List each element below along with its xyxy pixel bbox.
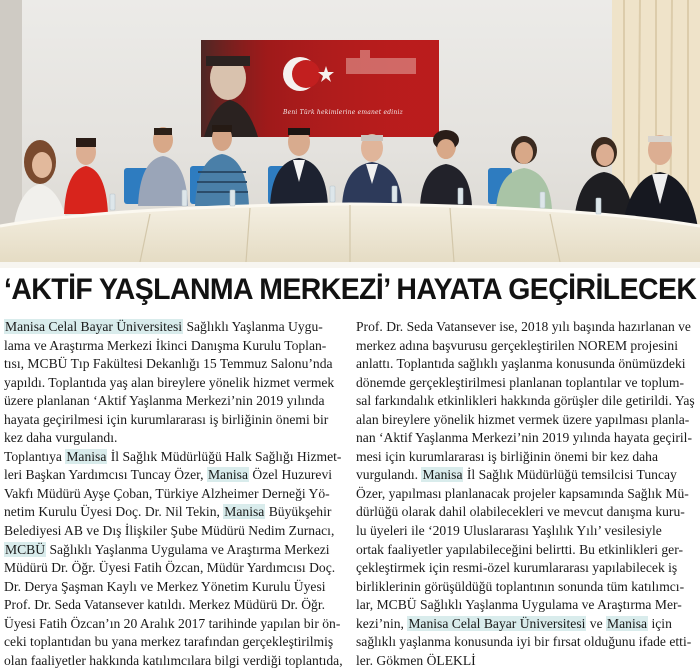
article-line <box>4 578 344 597</box>
article-text: alan bireylere yönelik hizmet vermek üzere yapılması planla- <box>356 411 690 427</box>
article-line <box>356 615 696 634</box>
article-text: Üyesi Fatih Özcan’ın 20 Aralık 2017 tarihinde yapılan bir ön- <box>4 615 341 631</box>
article-line <box>4 541 344 560</box>
article-text: sal farkındalık etkinlikleri hakkında görüşler dile getirildi. Yaş <box>356 393 695 409</box>
article-line <box>4 411 344 430</box>
article-line <box>356 448 696 467</box>
article-text: leri Başkan Yardımcısı Tuncay Özer, <box>4 467 207 483</box>
article-line <box>4 633 344 652</box>
article-text: için <box>648 615 672 631</box>
highlighted-term: Manisa Celal Bayar Üniversitesi <box>408 615 586 631</box>
meeting-photo-illustration <box>0 0 700 268</box>
highlighted-term: Manisa <box>607 615 648 631</box>
article-text: ler. Gökmen ÖLEKLİ <box>356 652 476 668</box>
article-line <box>4 374 344 393</box>
article-line <box>4 466 344 485</box>
article-line <box>4 615 344 634</box>
article-text: Toplantıya <box>4 448 66 464</box>
article-text: birliklerinin görüşüldüğü toplantının sonunda tüm katılımcı- <box>356 578 685 594</box>
article-text: hayata geçirilmesi için kurumlararası iş birliğinin önemi bir <box>4 411 329 427</box>
article-text: Özel Huzurevi <box>249 467 333 483</box>
article-line <box>4 522 344 541</box>
article-text: dönemde gerçekleştirilmesi planlanan toplantılar ve toplum- <box>356 374 685 390</box>
article-column-left <box>4 318 344 670</box>
article-line <box>356 485 696 504</box>
article-line <box>356 541 696 560</box>
article-line <box>356 503 696 522</box>
article-text: mesi için kurumlararası iş birliğinin önemi bir kez daha <box>356 448 659 464</box>
headline: ‘AKTİF YAŞLANMA MERKEZİ’ HAYATA GEÇİRİLECEK <box>4 273 697 306</box>
article-text: ortak faaliyetler yapılabileceğini belirtti. Bu etkinlikleri ger- <box>356 541 683 557</box>
article-text: İl Sağlık Müdürlüğü Halk Sağlığı Hizmet- <box>107 448 342 464</box>
article-line <box>356 652 696 670</box>
article-line <box>356 411 696 430</box>
article-text: Özer, yapılması planlanacak projeler kapsamında Sağlık Mü- <box>356 485 689 501</box>
article-text: lar, MCBÜ Sağlıklı Yaşlanma Uygulama ve Araştırma Mer- <box>356 597 682 613</box>
article-line <box>356 522 696 541</box>
article-line <box>356 355 696 374</box>
article-line <box>356 374 696 393</box>
article-line <box>356 318 696 337</box>
article-text: netim Kurulu Üyesi Doç. Dr. Nil Tekin, <box>4 504 224 520</box>
article-line <box>4 503 344 522</box>
article-line <box>356 578 696 597</box>
article-line <box>356 466 696 485</box>
article-line <box>356 429 696 448</box>
article-line <box>4 318 344 337</box>
article-column-right <box>356 318 696 670</box>
highlighted-term: Manisa <box>422 467 463 483</box>
article-line <box>4 355 344 374</box>
article-text: tısı, MCBÜ Tıp Fakültesi Dekanlığı 15 Temmuz Salonu’nda <box>4 356 333 372</box>
article-line <box>356 559 696 578</box>
article-text: olan faaliyetler hakkında katılımcılara bilgi verdiği toplantıda, <box>4 652 343 668</box>
article-text: kezi’nin, <box>356 615 408 631</box>
highlighted-term: Manisa <box>207 467 248 483</box>
article-text: Sağlıklı Yaşlanma Uygulama ve Araştırma Merkezi <box>46 541 330 557</box>
article-text: sağlıklı yaşlanma konusunda iyi bir fırsat olduğunu ifade etti- <box>356 634 692 650</box>
article-text: Prof. Dr. Seda Vatansever ise, 2018 yılı başında hazırlanan ve <box>356 319 691 334</box>
article-text: lu üyeleri ile ‘2019 Uluslararası Yaşlılık Yılı’ vesilesiyle <box>356 523 662 539</box>
article-text: Vakfı Müdürü Ayşe Çoban, Türkiye Alzheimer Derneği Yö- <box>4 485 330 501</box>
article-line <box>4 596 344 615</box>
article-text: kez daha vurgulandı. <box>4 430 118 446</box>
article-text: İl Sağlık Müdürlüğü temsilcisi Tuncay <box>463 467 677 483</box>
article-text: Belediyesi AB ve Dış İlişkiler Şube Müdürü Nedim Zurnacı, <box>4 523 335 539</box>
article-text: nan ‘Aktif Yaşlanma Merkezi’nin 2019 yılında hayata geçiril- <box>356 430 692 446</box>
article-text: Sağlıklı Yaşlanma Uygu- <box>183 319 323 334</box>
article-text: Dr. Derya Şaşman Kaylı ve Merkez Yönetim Kurulu Üyesi <box>4 578 326 594</box>
article-text: ceki toplantıdan bu yana merkez tarafından gerçekleştirilmiş <box>4 634 334 650</box>
article-text: Müdürü Dr. Öğr. Üyesi Fatih Özcan, Müdür Yardımcısı Doç. <box>4 560 336 576</box>
article-line <box>4 448 344 467</box>
article-text: ve <box>586 615 607 631</box>
article-line <box>356 633 696 652</box>
banner-text: Beni Türk hekimlerine emanet ediniz <box>283 109 403 116</box>
article-line <box>4 392 344 411</box>
article-text: çekleştirmek için resmi-özel kurumlararası yapılabilecek iş <box>356 560 678 576</box>
article-line <box>4 337 344 356</box>
highlighted-term: Manisa <box>66 448 107 464</box>
article-text: yapıldı. Toplantıda yaş alan bireylere yönelik hizmet vermek <box>4 374 335 390</box>
highlighted-term: MCBÜ <box>5 541 46 557</box>
article-text: üzere planlanan ‘Aktif Yaşlanma Merkezi’nin 2019 yılında <box>4 393 325 409</box>
article-text: anlattı. Toplantıda sağlıklı yaşlanma konusunda önümüzdeki <box>356 356 686 372</box>
highlighted-term: Manisa <box>224 504 265 520</box>
article-text: Prof. Dr. Seda Vatansever katıldı. Merkez Müdürü Dr. Öğr. <box>4 597 326 613</box>
article-line <box>356 596 696 615</box>
article-text: vurgulandı. <box>356 467 422 483</box>
article-line <box>4 652 344 670</box>
article-line <box>4 429 344 448</box>
article-text: dürlüğü olarak dahil olabilecekleri ve mevcut danışma kuru- <box>356 504 685 520</box>
article-line <box>356 337 696 356</box>
article-line <box>4 485 344 504</box>
article-line <box>4 559 344 578</box>
article-text: merkez adına başvurusu gerçekleştirilen NOREM projesini <box>356 337 679 353</box>
highlighted-term: Manisa Celal Bayar Üniversitesi <box>5 319 183 334</box>
article-text: lama ve Araştırma Merkezi İkinci Danışma Kurulu Toplan- <box>4 337 327 353</box>
meeting-photo <box>0 0 700 268</box>
article-line <box>356 392 696 411</box>
article-text: Büyükşehir <box>265 504 332 520</box>
